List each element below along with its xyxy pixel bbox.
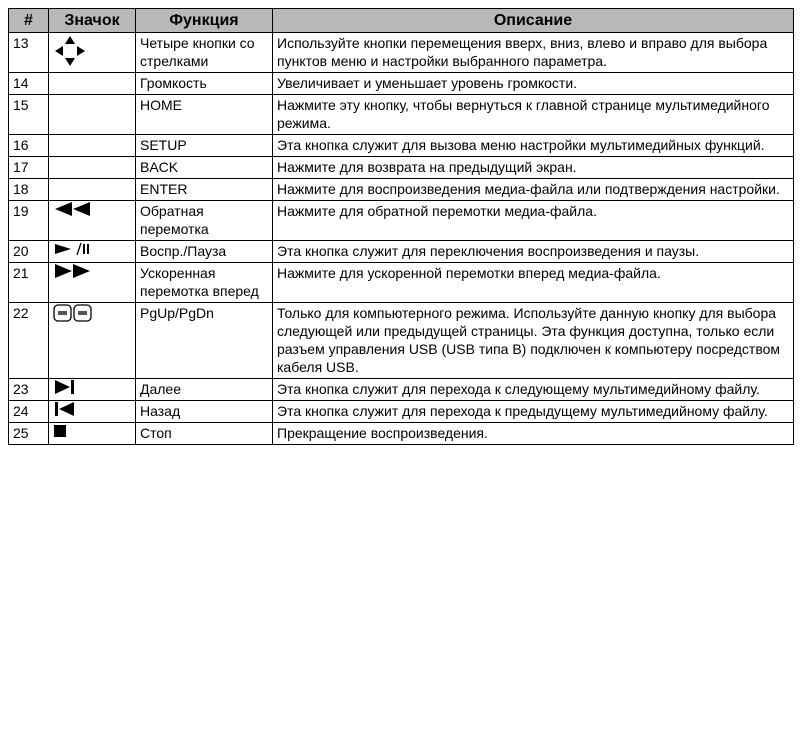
row-number: 22 <box>9 303 49 379</box>
row-description: Эта кнопка служит для переключения воспроизведения и паузы. <box>273 241 794 263</box>
table-row <box>9 303 794 379</box>
table-row <box>9 73 794 95</box>
next-icon <box>53 380 131 394</box>
row-icon-cell <box>49 179 136 201</box>
row-icon-cell <box>49 263 136 303</box>
table-row <box>9 179 794 201</box>
row-function: Обратная перемотка <box>136 201 273 241</box>
table-row <box>9 33 794 73</box>
header-description: Описание <box>273 9 794 33</box>
row-description: Нажмите для возврата на предыдущий экран. <box>273 157 794 179</box>
row-icon-cell <box>49 135 136 157</box>
row-function: SETUP <box>136 135 273 157</box>
header-function: Функция <box>136 9 273 33</box>
row-number: 20 <box>9 241 49 263</box>
row-number: 15 <box>9 95 49 135</box>
row-function: Назад <box>136 401 273 423</box>
table-row <box>9 95 794 135</box>
row-icon-cell <box>49 95 136 135</box>
row-number: 24 <box>9 401 49 423</box>
row-number: 18 <box>9 179 49 201</box>
stop-icon <box>53 424 131 438</box>
row-number: 19 <box>9 201 49 241</box>
table-row <box>9 379 794 401</box>
row-function: PgUp/PgDn <box>136 303 273 379</box>
row-number: 13 <box>9 33 49 73</box>
table-row <box>9 157 794 179</box>
row-function: Громкость <box>136 73 273 95</box>
row-number: 16 <box>9 135 49 157</box>
row-description: Эта кнопка служит для вызова меню настройки мультимедийных функций. <box>273 135 794 157</box>
row-description: Прекращение воспроизведения. <box>273 423 794 445</box>
row-icon-cell <box>49 73 136 95</box>
remote-buttons-table <box>8 8 794 445</box>
table-row <box>9 241 794 263</box>
table-row <box>9 401 794 423</box>
header-num: # <box>9 9 49 33</box>
table-row <box>9 423 794 445</box>
row-icon-cell <box>49 401 136 423</box>
arrows-icon <box>53 34 131 68</box>
row-number: 23 <box>9 379 49 401</box>
rewind-icon <box>53 202 131 216</box>
row-number: 14 <box>9 73 49 95</box>
row-function: BACK <box>136 157 273 179</box>
table-row <box>9 263 794 303</box>
table-header-row <box>9 9 794 33</box>
row-description: Эта кнопка служит для перехода к предыдущему мультимедийному файлу. <box>273 401 794 423</box>
row-description: Эта кнопка служит для перехода к следующему мультимедийному файлу. <box>273 379 794 401</box>
row-function: Стоп <box>136 423 273 445</box>
previous-icon <box>53 402 131 416</box>
fast-forward-icon <box>53 264 131 278</box>
row-function: ENTER <box>136 179 273 201</box>
row-function: Далее <box>136 379 273 401</box>
row-icon-cell <box>49 303 136 379</box>
row-icon-cell <box>49 241 136 263</box>
row-number: 17 <box>9 157 49 179</box>
row-function: Ускоренная перемотка вперед <box>136 263 273 303</box>
row-icon-cell <box>49 157 136 179</box>
table-row <box>9 201 794 241</box>
row-icon-cell <box>49 423 136 445</box>
row-description: Нажмите эту кнопку, чтобы вернуться к главной странице мультимедийного режима. <box>273 95 794 135</box>
row-icon-cell <box>49 379 136 401</box>
row-description: Нажмите для обратной перемотки медиа-файла. <box>273 201 794 241</box>
row-icon-cell <box>49 33 136 73</box>
play-pause-icon <box>53 242 131 256</box>
pgup-pgdn-icon <box>53 304 131 322</box>
row-number: 25 <box>9 423 49 445</box>
table-row <box>9 135 794 157</box>
row-function: Четыре кнопки со стрелками <box>136 33 273 73</box>
row-icon-cell <box>49 201 136 241</box>
row-description: Нажмите для ускоренной перемотки вперед медиа-файла. <box>273 263 794 303</box>
header-icon: Значок <box>49 9 136 33</box>
row-number: 21 <box>9 263 49 303</box>
row-description: Нажмите для воспроизведения медиа-файла или подтверждения настройки. <box>273 179 794 201</box>
row-function: HOME <box>136 95 273 135</box>
row-description: Только для компьютерного режима. Используйте данную кнопку для выбора следующей или предыдущей страницы. Эта функция доступна, только если разъем управления USB (USB типа B) подключен к компьютеру посредством кабеля USB. <box>273 303 794 379</box>
row-description: Увеличивает и уменьшает уровень громкости. <box>273 73 794 95</box>
row-function: Воспр./Пауза <box>136 241 273 263</box>
row-description: Используйте кнопки перемещения вверх, вниз, влево и вправо для выбора пунктов меню и настройки выбранного параметра. <box>273 33 794 73</box>
